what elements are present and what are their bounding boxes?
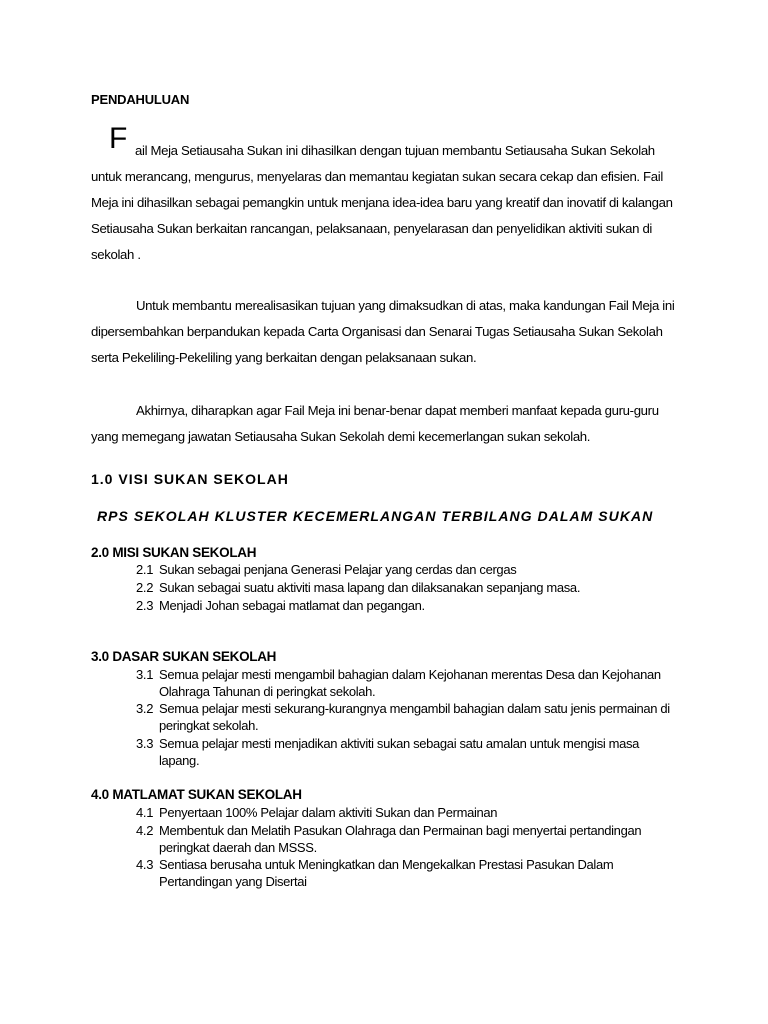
misi-item-text: Sukan sebagai suatu aktiviti masa lapang dan dilaksanakan sepanjang masa. [159, 580, 581, 595]
visi-heading: 1.0 VISI SUKAN SEKOLAH [91, 471, 289, 487]
dasar-heading: 3.0 DASAR SUKAN SEKOLAH [91, 649, 277, 664]
intro-heading: PENDAHULUAN [91, 92, 190, 107]
misi-item-text: Menjadi Johan sebagai matlamat dan pegangan. [159, 598, 425, 613]
drop-cap: F [109, 122, 128, 155]
dasar-item-text: lapang. [159, 753, 200, 768]
matlamat-item-number: 4.1 [136, 805, 154, 820]
intro-para3-line: Akhirnya, diharapkan agar Fail Meja ini benar-benar dapat memberi manfaat kepada guru-guru [136, 403, 659, 418]
misi-item-number: 2.1 [136, 562, 154, 577]
dasar-item-text: Semua pelajar mesti mengambil bahagian dalam Kejohanan merentas Desa dan Kejohanan [159, 667, 661, 682]
matlamat-heading: 4.0 MATLAMAT SUKAN SEKOLAH [91, 787, 302, 802]
intro-para3-line: yang memegang jawatan Setiausaha Sukan Sekolah demi kecemerlangan sukan sekolah. [91, 429, 591, 444]
matlamat-item-text: Sentiasa berusaha untuk Meningkatkan dan Mengekalkan Prestasi Pasukan Dalam [159, 857, 614, 872]
intro-para2-line: serta Pekeliling-Pekeliling yang berkaitan dengan pelaksanaan sukan. [91, 350, 477, 365]
matlamat-item-text: Penyertaan 100% Pelajar dalam aktiviti Sukan dan Permainan [159, 805, 498, 820]
intro-para1-line: untuk merancang, mengurus, menyelaras dan memantau kegiatan sukan secara cekap dan efisien. Fail [91, 169, 663, 184]
misi-item-number: 2.3 [136, 598, 154, 613]
matlamat-item-text: Pertandingan yang Disertai [159, 874, 307, 889]
matlamat-item-text: peringkat daerah dan MSSS. [159, 840, 317, 855]
misi-item-text: Sukan sebagai penjana Generasi Pelajar yang cerdas dan cergas [159, 562, 517, 577]
matlamat-item-text: Membentuk dan Melatih Pasukan Olahraga dan Permainan bagi menyertai pertandingan [159, 823, 642, 838]
dasar-item-number: 3.2 [136, 701, 154, 716]
intro-para1-line: ail Meja Setiausaha Sukan ini dihasilkan dengan tujuan membantu Setiausaha Sukan Sekolah [135, 143, 655, 158]
intro-para1-line: Setiausaha Sukan berkaitan rancangan, pelaksanaan, penyelarasan dan penyelidikan aktiviti sukan di [91, 221, 653, 236]
misi-heading: 2.0 MISI SUKAN SEKOLAH [91, 545, 257, 560]
intro-para2-line: Untuk membantu merealisasikan tujuan yang dimaksudkan di atas, maka kandungan Fail Meja ini [136, 298, 675, 313]
intro-para1-line: Meja ini dihasilkan sebagai pemangkin untuk menjana idea-idea baru yang kreatif dan inovatif di kalangan [91, 195, 673, 210]
misi-item-number: 2.2 [136, 580, 154, 595]
dasar-item-number: 3.1 [136, 667, 154, 682]
matlamat-item-number: 4.3 [136, 857, 154, 872]
intro-para2-line: dipersembahkan berpandukan kepada Carta Organisasi dan Senarai Tugas Setiausaha Sukan Sekolah [91, 324, 663, 339]
matlamat-item-number: 4.2 [136, 823, 154, 838]
dasar-item-text: Olahraga Tahunan di peringkat sekolah. [159, 684, 376, 699]
dasar-item-text: Semua pelajar mesti menjadikan aktiviti sukan sebagai satu amalan untuk mengisi masa [159, 736, 640, 751]
dasar-item-text: Semua pelajar mesti sekurang-kurangnya mengambil bahagian dalam satu jenis permainan di [159, 701, 670, 716]
visi-statement: RPS SEKOLAH KLUSTER KECEMERLANGAN TERBILANG DALAM SUKAN [97, 508, 654, 524]
dasar-item-text: peringkat sekolah. [159, 718, 259, 733]
dasar-item-number: 3.3 [136, 736, 154, 751]
intro-para1-line: sekolah . [91, 247, 141, 262]
